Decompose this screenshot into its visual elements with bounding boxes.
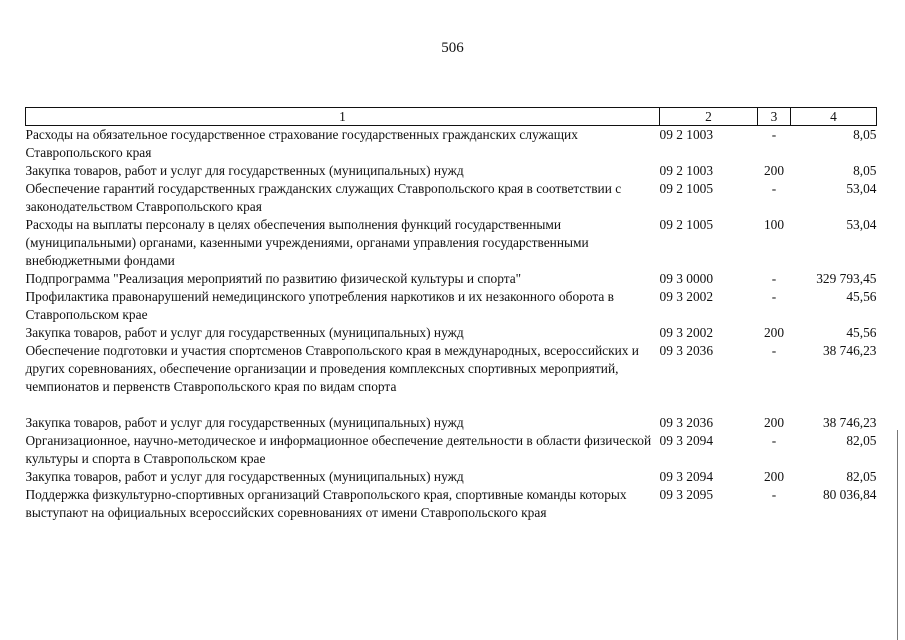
row-type: 200 [763,469,785,484]
header-col-4: 4 [791,108,877,126]
row-type: - [771,289,777,304]
row-name: Поддержка физкультурно-спортивных организаций Ставропольского края, спортивные команды которых выступают на официальных всероссийских соревнованиях от имени Ставропольского края [25,487,627,520]
table-row [26,432,877,468]
header-col-2: 2 [660,108,758,126]
row-name: Расходы на выплаты персоналу в целях обеспечения выполнения функций государственными (муниципальными) органами, казенными учреждениями, органами управления государственными внебюджетными фондами [25,217,589,268]
row-amount: 329 793,45 [816,271,877,286]
row-amount: 38 746,23 [822,415,877,430]
page-number: 506 [441,40,464,56]
row-amount: 45,56 [846,325,877,340]
row-code: 09 3 2095 [659,487,714,502]
table-body [26,126,877,523]
row-code: 09 3 2002 [659,289,714,304]
table-row [26,126,877,163]
header-col-3: 3 [758,108,791,126]
row-amount: 80 036,84 [822,487,877,502]
row-code: 09 3 2036 [659,343,714,358]
table-row [26,396,877,432]
row-type: - [771,487,777,502]
row-type: 100 [763,217,785,232]
table-row [26,324,877,342]
row-name: Закупка товаров, работ и услуг для государственных (муниципальных) нужд [25,325,464,340]
row-amount: 53,04 [846,217,877,232]
row-amount: 82,05 [846,469,877,484]
table-row [26,180,877,216]
row-code: 09 3 0000 [659,271,714,286]
row-name: Закупка товаров, работ и услуг для государственных (муниципальных) нужд [25,163,464,178]
row-name: Организационное, научно-методическое и информационное обеспечение деятельности в области физической культуры и спорта в Ставропольском крае [25,433,652,466]
row-type: 200 [763,163,785,178]
header-row [26,108,877,126]
table-row [26,162,877,180]
row-code: 09 3 2036 [659,415,714,430]
row-name: Обеспечение подготовки и участия спортсменов Ставропольского края в международных, всероссийских и других соревнованиях, обеспечение организации и проведения комплексных спортивных мероприятий, чемпионатов и первенств Ставропольского края по видам спорта [25,343,639,394]
table-header [26,108,877,126]
row-type: - [771,181,777,196]
table-row [26,468,877,486]
row-name: Обеспечение гарантий государственных гражданских служащих Ставропольского края в соответствии с законодательством Ставропольского края [25,181,622,214]
header-col-1: 1 [26,108,660,126]
row-type: - [771,343,777,358]
row-name: Расходы на обязательное государственное страхование государственных гражданских служащих Ставропольского края [25,127,578,160]
table-row [26,288,877,324]
row-type: 200 [763,325,785,340]
table-row [26,342,877,396]
budget-table [25,107,877,522]
row-code: 09 3 2094 [659,433,714,448]
row-type: - [771,127,777,142]
table-row [26,270,877,288]
row-type: - [771,271,777,286]
row-amount: 38 746,23 [822,343,877,358]
row-amount: 53,04 [846,181,877,196]
row-amount: 8,05 [853,163,877,178]
table-row [26,216,877,270]
row-code: 09 3 2094 [659,469,714,484]
row-name: Закупка товаров, работ и услуг для государственных (муниципальных) нужд [25,469,464,484]
row-code: 09 2 1005 [659,181,714,196]
row-amount: 45,56 [846,289,877,304]
row-code: 09 2 1005 [659,217,714,232]
row-type: - [771,433,777,448]
row-amount: 8,05 [853,127,877,142]
table-row [26,486,877,522]
row-amount: 82,05 [846,433,877,448]
row-name: Подпрограмма "Реализация мероприятий по развитию физической культуры и спорта" [25,271,522,286]
row-name: Закупка товаров, работ и услуг для государственных (муниципальных) нужд [25,415,464,430]
row-code: 09 3 2002 [659,325,714,340]
margin-rule [897,430,898,640]
row-type: 200 [763,415,785,430]
row-code: 09 2 1003 [659,127,714,142]
row-code: 09 2 1003 [659,163,714,178]
row-name: Профилактика правонарушений немедицинского употребления наркотиков и их незаконного оборота в Ставропольском крае [25,289,614,322]
